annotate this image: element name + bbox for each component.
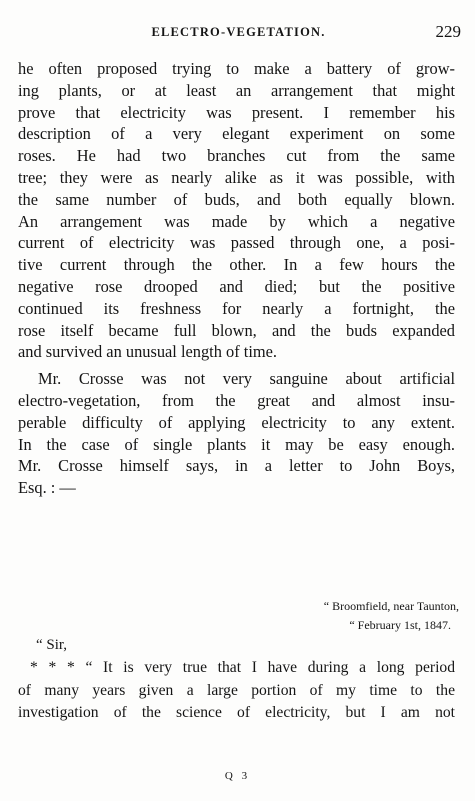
text-line: ing plants, or at least an arrangement that might (18, 80, 455, 100)
text-line: tree; they were as nearly alike as it was possible, with (18, 167, 455, 187)
letter-salutation: “ Sir, (36, 637, 68, 653)
text-line: and survived an unusual length of time. (18, 342, 278, 362)
text-line: Mr. Crosse himself says, in a letter to John Boys, (18, 456, 455, 476)
page-number: 229 (435, 22, 461, 41)
text-line: prove that electricity was present. I remember his (18, 102, 455, 122)
text-line: current of electricity was passed through one, a posi- (18, 233, 455, 253)
text-line: perable difficulty of applying electricity to any extent. (18, 412, 455, 432)
letter-place: “ Broomfield, near Taunton, (323, 599, 459, 613)
text-line: the same number of buds, and both equally blown. (18, 189, 455, 209)
letter-heading (199, 597, 459, 635)
text-line: * * * “ It is very true that I have during a long period (30, 659, 455, 676)
text-line: of many years given a large portion of my time to the (18, 681, 455, 699)
text-line: tive current through the other. In a few hours the (18, 255, 455, 275)
text-line: Mr. Crosse was not very sanguine about artificial (38, 369, 455, 389)
text-line: he often proposed trying to make a battery of grow- (18, 59, 455, 78)
text-line: rose itself became full blown, and the buds expanded (18, 320, 455, 340)
paragraph-2 (18, 368, 455, 499)
text-line: continued its freshness for nearly a fortnight, the (18, 298, 455, 318)
letter-date: “ February 1st, 1847. (349, 618, 451, 632)
paragraph-1 (18, 58, 455, 363)
text-line: negative rose drooped and died; but the positive (18, 276, 455, 296)
text-line: roses. He had two branches cut from the same (18, 146, 455, 166)
text-line: electro-vegetation, from the great and almost insu- (18, 390, 455, 410)
running-title: ELECTRO-VEGETATION. (151, 25, 326, 39)
text-line: description of a very elegant experiment on some (18, 124, 455, 144)
text-line: Esq. : — (18, 478, 76, 498)
signature-mark: Q 3 (224, 770, 251, 782)
text-line: In the case of single plants it may be easy enough. (18, 434, 455, 454)
running-header (16, 22, 461, 42)
text-line: An arrangement was made by which a negative (18, 211, 455, 231)
letter-body (18, 657, 455, 725)
main-text (18, 58, 455, 499)
text-line: investigation of the science of electricity, but I am not (18, 704, 455, 721)
